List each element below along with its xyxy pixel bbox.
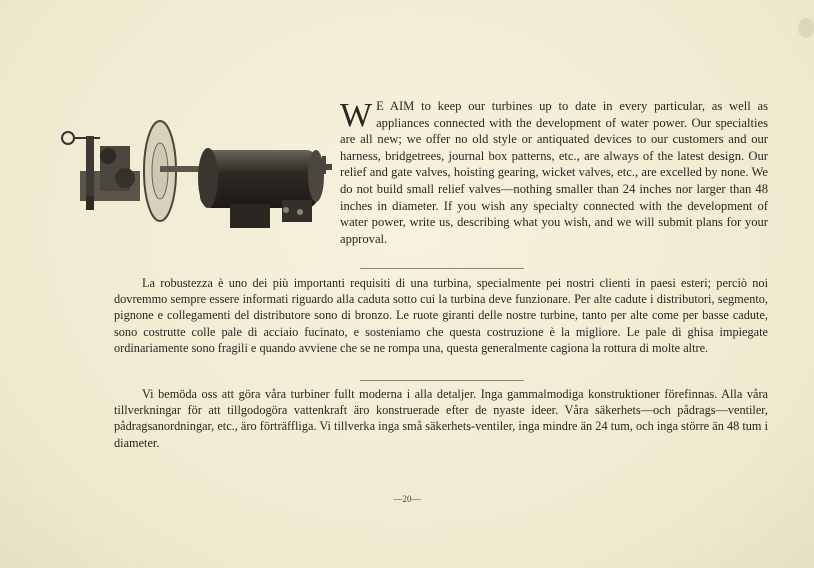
divider-rule-2 (360, 380, 524, 381)
divider-rule-1 (360, 268, 524, 269)
illustration-spacer (114, 98, 340, 246)
drop-cap: W (340, 97, 373, 134)
swedish-paragraph: Vi bemöda oss att göra våra turbiner fullt moderna i alla detaljer. Inga gammalmodiga konstruktioner förefinnas. Alla våra tillverkningar för att tillgodogöra vattenkraft äro konstruerade efter de nyaste ideer. Våra säkerhets—och pådrags—ventiler, pådragsanordningar, etc., äro förträffliga. Vi tillverka inga små säkerhets-ventiler, inga mindre än 24 tum, och inga större än 48 tum i diameter. (114, 387, 768, 450)
page-number: —20— (393, 494, 421, 504)
english-paragraph (114, 98, 768, 247)
paper-blemish (798, 18, 814, 38)
italian-paragraph: La robustezza è uno dei più importanti requisiti di una turbina, specialmente pei nostri clienti in paesi esteri; perciò noi dovremmo sempre essere informati riguardo alla caduta sotto cui la turbina deve funzionare. Per alte cadute i distributori, segmento, pignone e collegamenti del distributore sono di bronzo. Le ruote giranti delle nostre turbine, tanto per alte come per basse cadute, sono costrutte colle pale di acciaio fucinato, e sosteniamo che questa costruzione è la migliore. Le pale di ghisa impiegate ordinariamente sono fragili e quando avviene che se ne rompa una, questa generalmente cagiona la rottura di molte altre. (114, 276, 768, 355)
english-text: E AIM to keep our turbines up to date in every particular, as well as appliances connected with the development of water power. Our specialties are all new; we offer no old style or antiquated devices to our customers and our harness, bridgetrees, journal box patterns, etc., are always of the latest design. Our relief and gate valves, hoisting gearing, wicket valves, etc., are excelled by none. We do not build small relief valves—nothing smaller than 24 inches nor larger than 48 inches in diameter. If you wish any specialty connected with the development of water power, write us, describing what you wish, and we will submit plans for your approval. (340, 99, 768, 246)
